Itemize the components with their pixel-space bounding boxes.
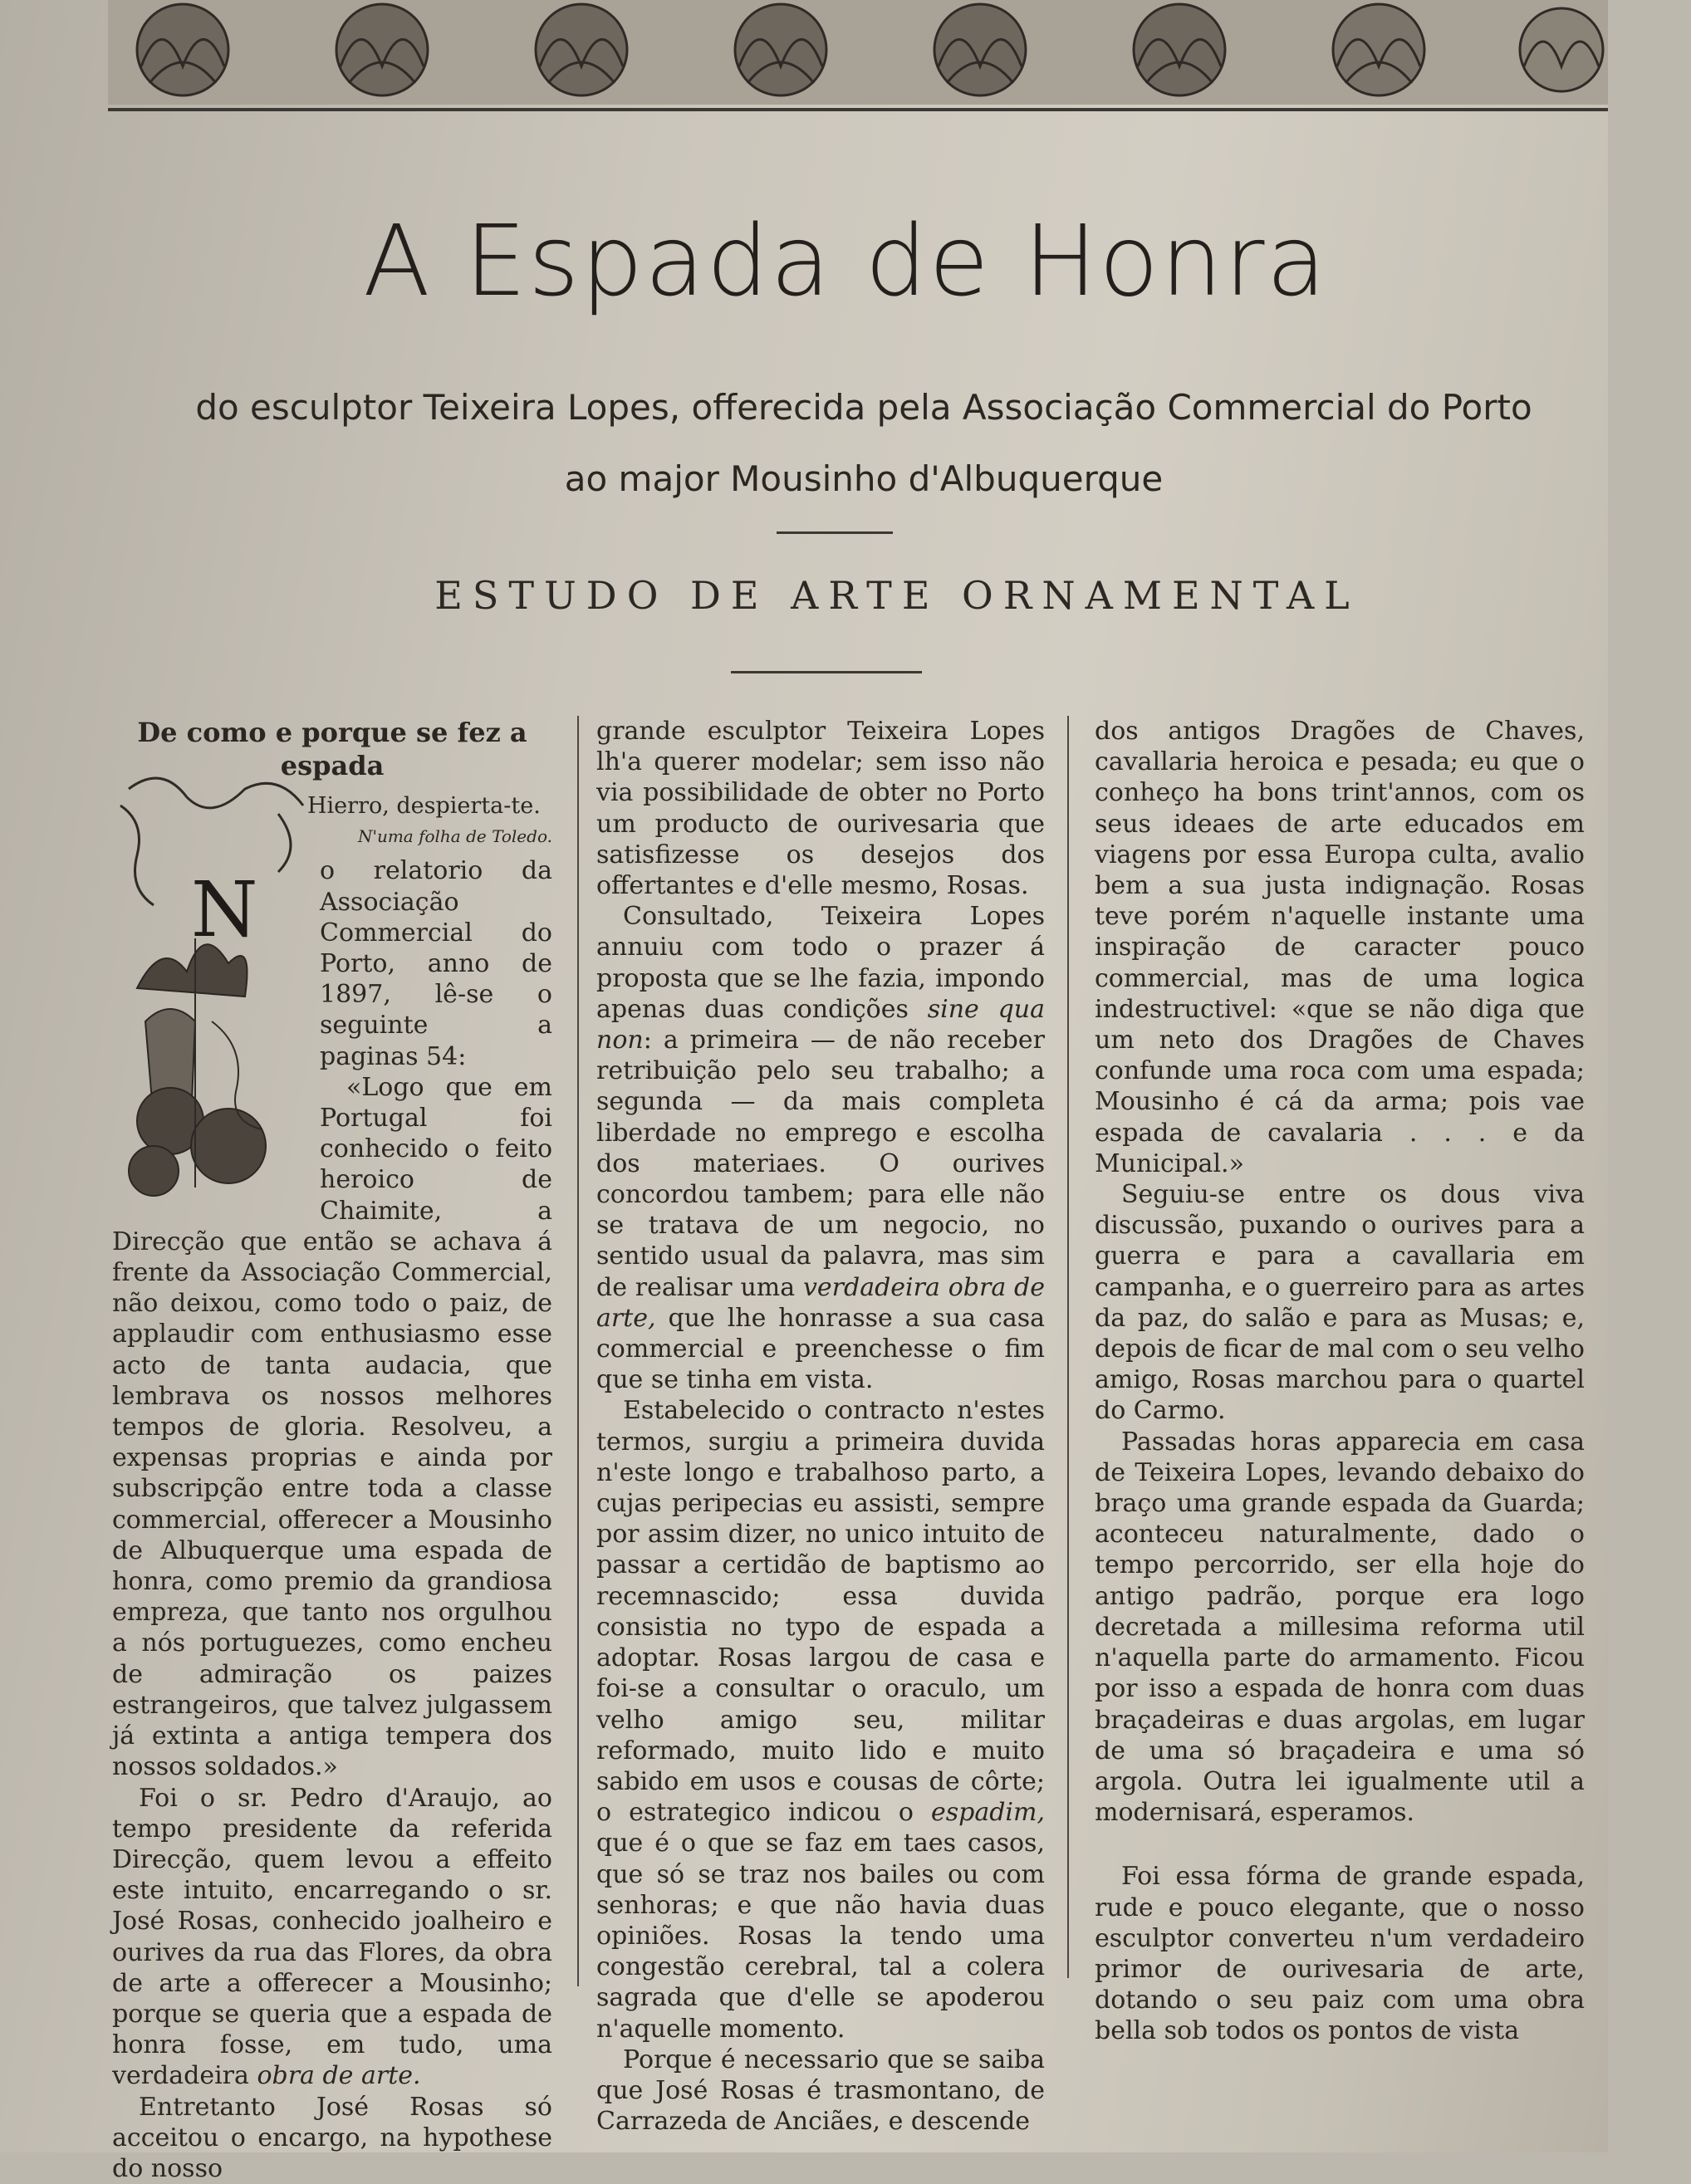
paragraph: o relatorio da Associação Commercial do Porto, anno de 1897, lê-se o seguinte a paginas 54: <box>320 856 552 1071</box>
title-divider <box>777 531 893 534</box>
paragraph: grande esculptor Teixeira Lopes lh'a querer modelar; sem isso não via possibilidade de obter no Porto um producto de ourivesaria que satisfizesse os desejos dos offertantes e d'elle mesmo, Rosas. <box>596 717 1045 901</box>
decorative-floral-border <box>108 0 1608 111</box>
epigraph-source: N'uma folha de Toledo. <box>357 826 552 847</box>
epigraph: Hierro, despierta-te. <box>307 793 541 819</box>
emphasis-text: sine qua non <box>596 994 1045 1055</box>
paragraph: Entretanto José Rosas só acceitou o encargo, na hypothese do nosso <box>112 2092 552 2183</box>
paragraph: Foi essa fórma de grande espada, rude e pouco elegante, que o nosso esculptor converteu n'um verdadeiro primor de ourivesaria de arte, dotando o seu paiz com uma obra bella sob todos os pontos de vista <box>1095 1862 1585 2046</box>
paragraph-text: Estabelecido o contracto n'estes termos, surgiu a primeira duvida n'este longo e trabalhoso parto, a cujas peripecias eu assisti, sempre por assim dizer, no unico intuito de passar a certidão de baptismo ao recemnascido; essa duvida consistia no typo de espada a adoptar. Rosas largou de casa e foi-se a consultar o oraculo, um velho amigo seu, militar reformado, muito lido e muito sabido em usos e cousas de côrte; o estrategico indicou o <box>596 1396 1045 1828</box>
paragraph <box>596 901 1045 1395</box>
floral-border-icon <box>108 0 1608 108</box>
ornamental-initial <box>112 772 311 1206</box>
paragraph-text: : a primeira — de não receber retribuição pelo seu trabalho; a segunda — da mais completa liberdade no emprego e escolha dos materiaes. O ourives concordou tambem; para elle não se tratava de um negocio, no sentido usual da palavra, mas sim de realisar uma <box>596 1026 1045 1302</box>
emphasis-text: espadim, <box>930 1798 1045 1828</box>
section-heading: ESTUDO DE ARTE ORNAMENTAL <box>434 573 1360 618</box>
column-2 <box>596 716 1045 2137</box>
paragraph: Seguiu-se entre os dous viva discussão, puxando o ourives para a guerra e para a cavallaria em campanha, e o guerreiro para as artes da paz, do salão e para as Musas; e, depois de ficar de mal com o seu velho amigo, Rosas marchou para o quartel do Carmo. <box>1095 1180 1585 1426</box>
column-rule <box>1067 716 1069 1978</box>
subtitle <box>125 372 1603 515</box>
ornament-illustration-icon <box>112 772 311 1206</box>
paragraph: «Logo que em Portugal foi conhecido o feito heroico de Chaimite, a Direcção que então se achava á frente da Associação Commercial, não deixou, como todo o paiz, de applaudir com enthusiasmo esse acto de tanta audacia, que lembrava os nossos melhores tempos de gloria. Resolveu, a expensas proprias e ainda por subscripção entre toda a classe commercial, offerecer a Mousinho de Albuquerque uma espada de honra, como premio da grandiosa empreza, que tanto nos orgulhou a nós portuguezes, como encheu de admiração os paizes estrangeiros, que talvez julgassem já extinta a antiga tempera dos nossos soldados.» <box>112 1072 552 1782</box>
paragraph-text: que é o que se faz em taes casos, que só se traz nos bailes ou com senhoras; e que não havia duas opiniões. Rosas la tendo uma congestão cerebral, tal a colera sagrada que d'elle se apoderou n'aquelle momento. <box>596 1829 1045 2044</box>
paragraph-text: que lhe honrasse a sua casa commercial e preenchesse o fim que se tinha em vista. <box>596 1303 1045 1395</box>
drop-cap: N <box>191 865 258 955</box>
column-1 <box>112 716 552 2184</box>
column-rule <box>577 716 579 1986</box>
emphasis-text: obra de arte. <box>257 2061 421 2091</box>
paragraph: Passadas horas apparecia em casa de Teixeira Lopes, levando debaixo do braço uma grande espada da Guarda; aconteceu naturalmente, dado o tempo percorrido, ser ella hoje do antigo padrão, porque era logo decretada a millesima reforma util n'aquella parte do armamento. Ficou por isso a espada de honra com duas braçadeiras e duas argolas, em lugar de uma só braçadeira e uma só argola. Outra lei igualmente util a modernisará, esperamos. <box>1095 1427 1585 1828</box>
paragraph <box>596 1395 1045 2044</box>
subtitle-line-1: do esculptor Teixeira Lopes, offerecida pela Associação Commercial do Porto <box>195 387 1532 428</box>
paragraph: Porque é necessario que se saiba que José Rosas é trasmontano, de Carrazeda de Anciães, e descende <box>596 2044 1045 2137</box>
paragraph <box>112 1783 552 2092</box>
section-divider <box>731 671 922 673</box>
paragraph-text: Consultado, Teixeira Lopes annuiu com todo o prazer á proposta que se lhe fazia, impondo apenas duas condições <box>596 902 1045 1024</box>
paragraph-text: Foi o sr. Pedro d'Araujo, ao tempo presidente da referida Direcção, quem levou a effeito este intuito, encarregando o sr. José Rosas, conhecido joalheiro e ourives da rua das Flores, da obra de arte a offerecer a Mousinho; porque se queria que a espada de honra fosse, em tudo, uma verdadeira <box>112 1783 552 2091</box>
column-3 <box>1095 716 1585 2047</box>
page-title: A Espada de Honra <box>363 203 1328 318</box>
subtitle-line-2: ao major Mousinho d'Albuquerque <box>564 458 1164 499</box>
paragraph: dos antigos Dragões de Chaves, cavallaria heroica e pesada; eu que o conheço ha bons trint'annos, com os seus ideaes de arte educados em viagens por essa Europa culta, avalio bem a sua justa indignação. Rosas teve porém n'aquelle instante uma inspiração de caracter pouco commercial, mas de uma logica indestructivel: «que se não diga que um neto dos Dragões de Chaves confunde uma roca com uma espada; Mousinho é cá da arma; pois vae espada de cavalaria . . . e da Municipal.» <box>1095 717 1585 1178</box>
column-1-heading: De como e porque se fez a espada <box>137 717 527 781</box>
emphasis-text: verdadeira obra de arte, <box>596 1272 1046 1333</box>
